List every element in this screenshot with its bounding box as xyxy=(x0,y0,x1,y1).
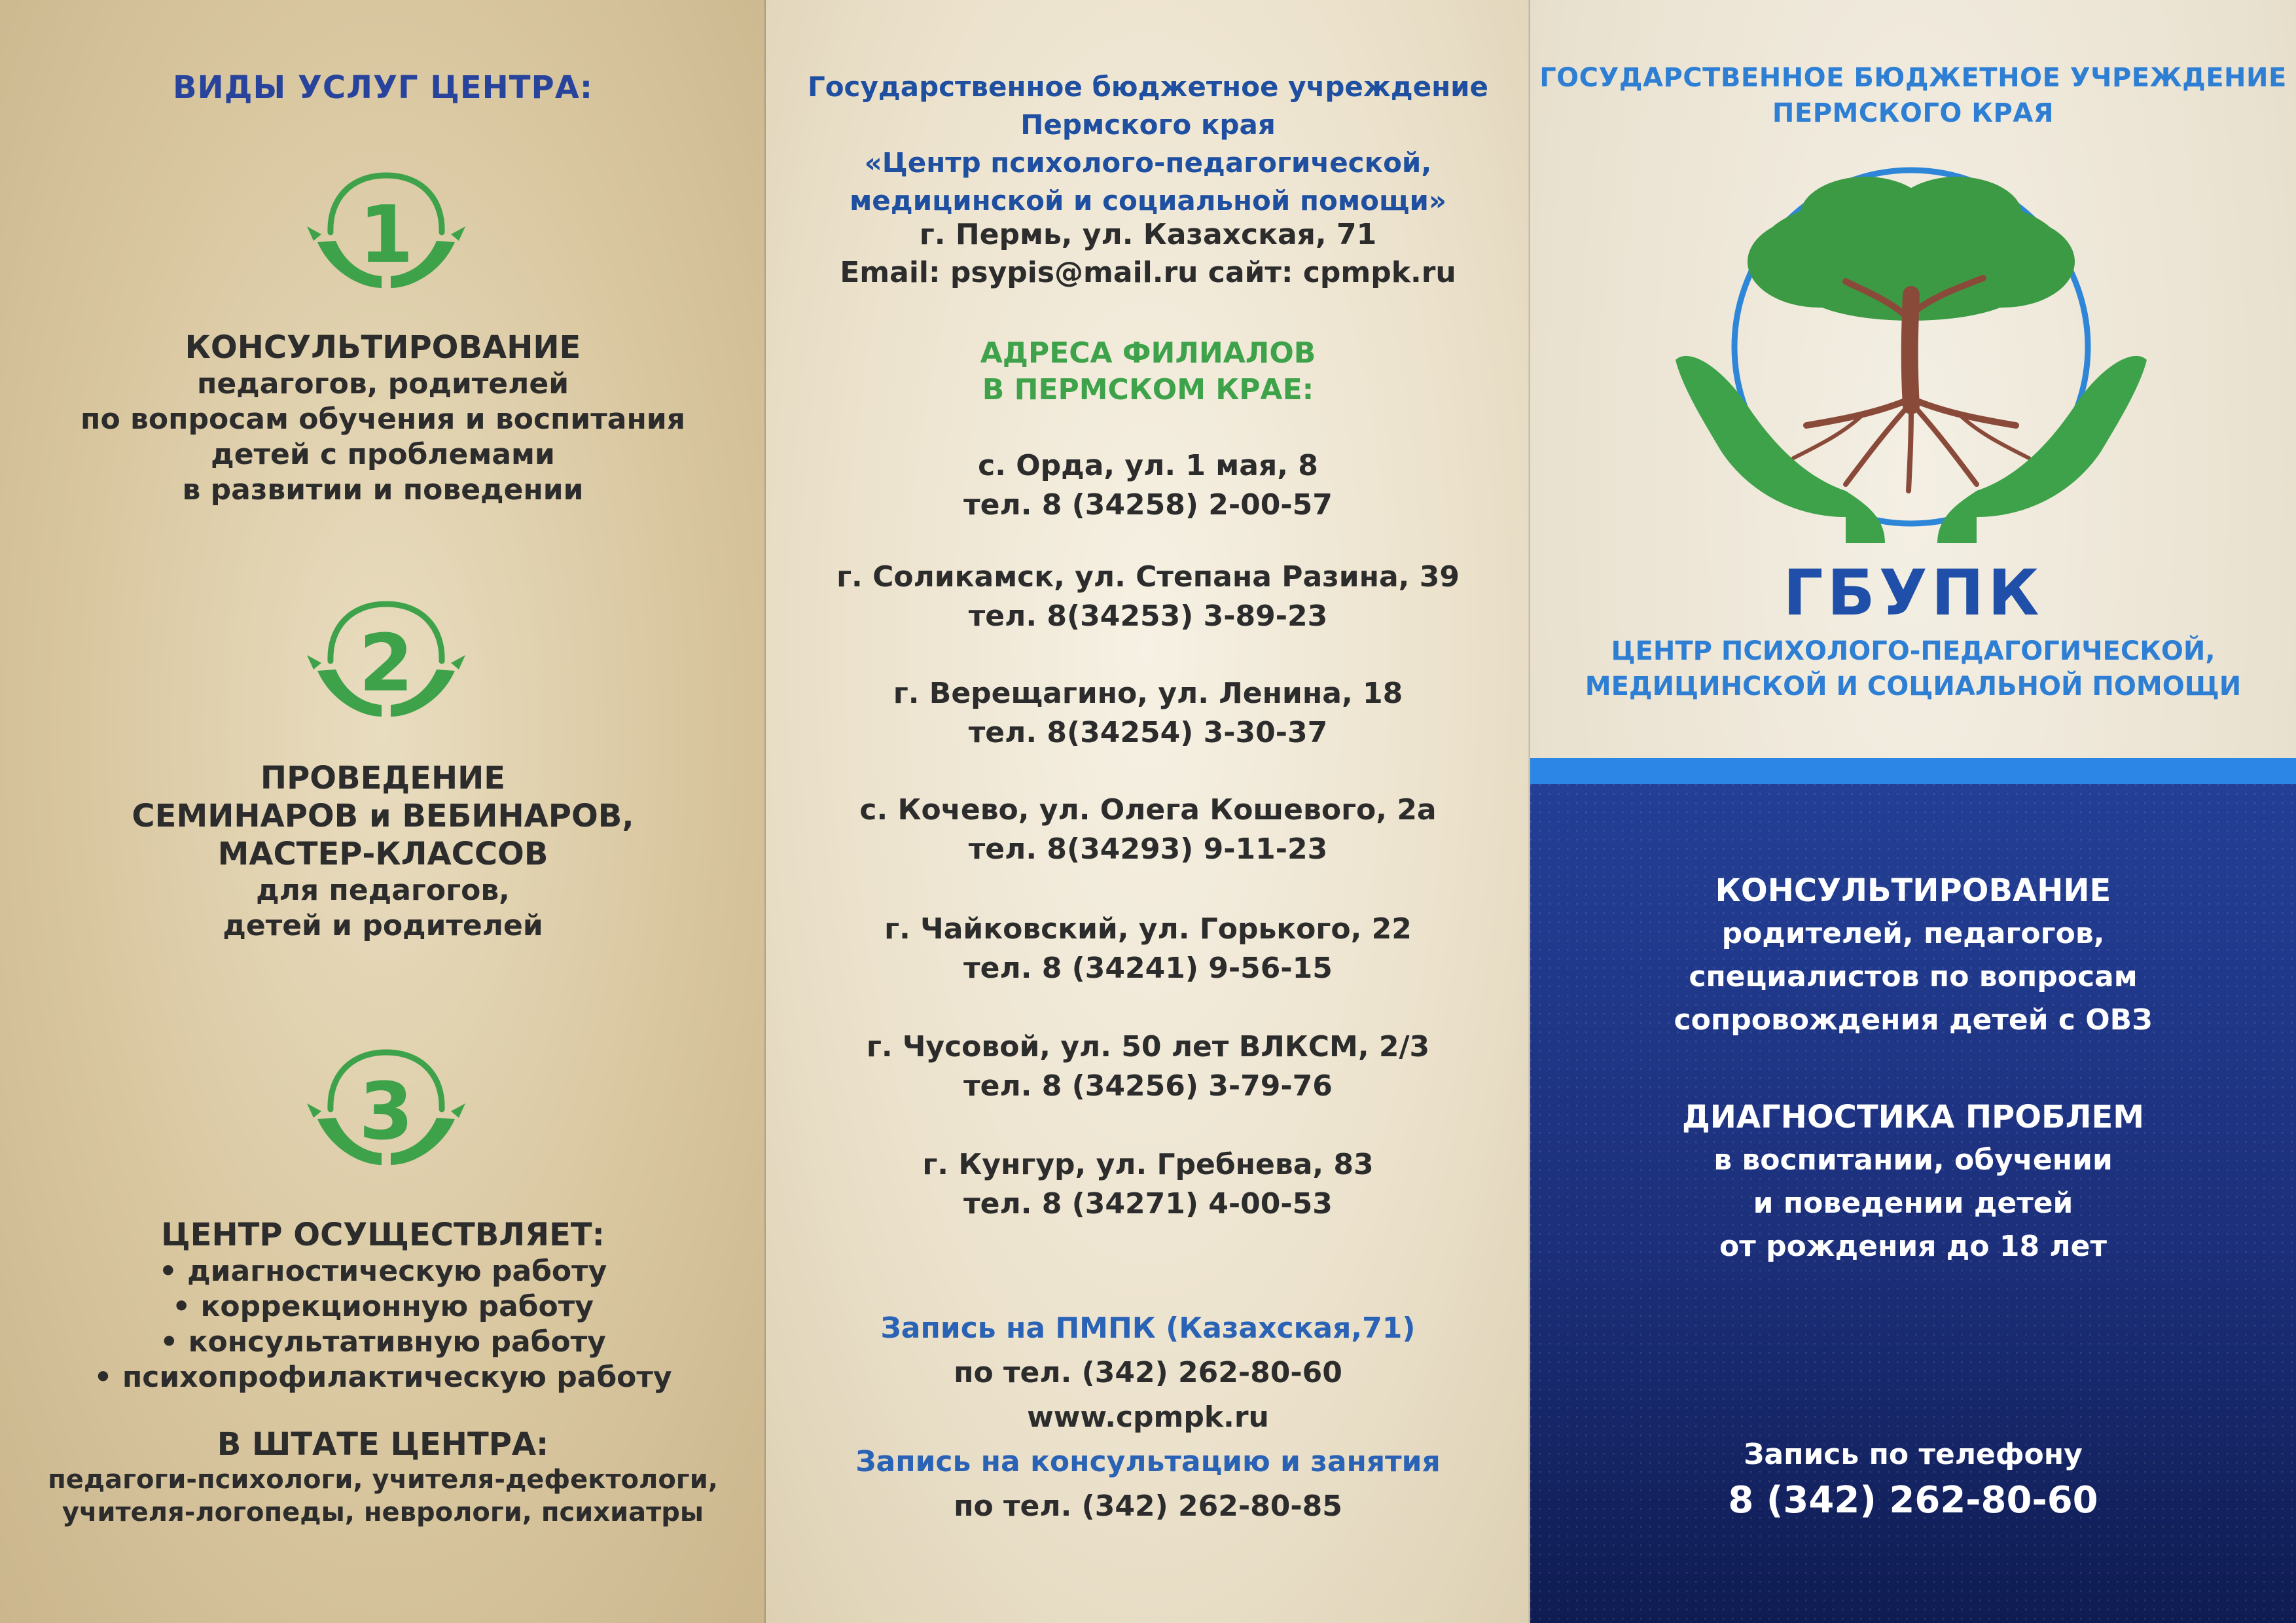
services-title: ВИДЫ УСЛУГ ЦЕНТРА: xyxy=(172,69,594,106)
list-item: • консультативную работу xyxy=(160,1325,606,1359)
number-badge-2 xyxy=(304,592,468,730)
svg-text:1: 1 xyxy=(359,190,414,281)
organization-name: Государственное бюджетное учреждение Пермского края «Центр психолого-педагогической, медицинской и социальной помощи» xyxy=(807,71,1489,217)
number-badge-3 xyxy=(304,1041,468,1178)
list-item: • психопрофилактическую работу xyxy=(94,1361,672,1394)
accent-stripe xyxy=(1530,758,2296,784)
consulting-block: КОНСУЛЬТИРОВАНИЕ родителей, педагогов, специалистов по вопросам сопровождения детей с ОВЗ xyxy=(1674,872,2153,1037)
svg-text:3: 3 xyxy=(359,1067,414,1158)
list-item: г. Чайковский, ул. Горького, 22 тел. 8 (34241) 9-56-15 xyxy=(884,912,1412,985)
branches-title: АДРЕСА ФИЛИАЛОВ В ПЕРМСКОМ КРАЕ: xyxy=(980,336,1316,406)
logo-abbreviation: ГБУПК xyxy=(1783,556,2043,630)
tree-hands-logo xyxy=(1649,151,2173,609)
list-item: • коррекционную работу xyxy=(172,1290,594,1323)
center-full-name: ЦЕНТР ПСИХОЛОГО-ПЕДАГОГИЧЕСКОЙ, МЕДИЦИНСКОЙ И СОЦИАЛЬНОЙ ПОМОЩИ xyxy=(1585,636,2242,702)
booking-block xyxy=(766,1306,1530,1529)
service-1-text: КОНСУЛЬТИРОВАНИЕ педагогов, родителей по вопросам обучения и воспитания детей с проблемами в развитии и поведении xyxy=(81,329,685,507)
website-link: www.cpmpk.ru xyxy=(1027,1400,1269,1434)
activities-list xyxy=(26,1216,740,1395)
booking-pmpk-phone: по тел. (342) 262-80-60 xyxy=(954,1356,1342,1389)
email-site: Email: psypis@mail.ru сайт: cpmpk.ru xyxy=(840,256,1456,289)
svg-text:2: 2 xyxy=(359,618,414,709)
booking-consult-phone: по тел. (342) 262-80-85 xyxy=(954,1489,1342,1523)
list-item: • диагностическую работу xyxy=(158,1255,607,1288)
phone-label: Запись по телефону xyxy=(1744,1438,2083,1471)
main-address: г. Пермь, ул. Казахская, 71 xyxy=(919,218,1377,251)
cover-panel xyxy=(1530,0,2296,1623)
list-item: г. Верещагино, ул. Ленина, 18 тел. 8(34254) 3-30-37 xyxy=(893,677,1403,749)
staff-block: В ШТАТЕ ЦЕНТРА: педагоги-психологи, учителя-дефектологи, учителя-логопеды, неврологи, психиатры xyxy=(26,1425,740,1529)
staff-title: В ШТАТЕ ЦЕНТРА: xyxy=(217,1426,549,1463)
booking-consult-title: Запись на консультацию и занятия xyxy=(855,1445,1441,1478)
service-2-text: ПРОВЕДЕНИЕ СЕМИНАРОВ и ВЕБИНАРОВ, МАСТЕР-КЛАССОВ для педагогов, детей и родителей xyxy=(132,760,634,942)
contacts-panel xyxy=(766,0,1530,1623)
phone-number: 8 (342) 262-80-60 xyxy=(1728,1479,2098,1522)
phone-block xyxy=(1530,1432,2296,1524)
blue-info-block xyxy=(1530,784,2296,1623)
list-item: г. Чусовой, ул. 50 лет ВЛКСМ, 2/3 тел. 8 (34256) 3-79-76 xyxy=(866,1030,1430,1103)
list-item: г. Соликамск, ул. Степана Разина, 39 тел. 8(34253) 3-89-23 xyxy=(836,560,1460,633)
list-item: г. Кунгур, ул. Гребнева, 83 тел. 8 (34271) 4-00-53 xyxy=(922,1148,1374,1221)
services-panel xyxy=(0,0,766,1623)
main-contact xyxy=(766,216,1530,292)
list-item: с. Кочево, ул. Олега Кошевого, 2а тел. 8(34293) 9-11-23 xyxy=(859,793,1437,866)
booking-pmpk-title: Запись на ПМПК (Казахская,71) xyxy=(880,1311,1416,1345)
cover-org-type: ГОСУДАРСТВЕННОЕ БЮДЖЕТНОЕ УЧРЕЖДЕНИЕ ПЕРМСКОГО КРАЯ xyxy=(1539,63,2287,128)
number-badge-1 xyxy=(304,164,468,301)
activities-title: ЦЕНТР ОСУЩЕСТВЛЯЕТ: xyxy=(161,1217,605,1253)
diagnostics-block: ДИАГНОСТИКА ПРОБЛЕМ в воспитании, обучении и поведении детей от рождения до 18 лет xyxy=(1681,1099,2145,1263)
list-item: с. Орда, ул. 1 мая, 8 тел. 8 (34258) 2-00-57 xyxy=(963,449,1333,522)
